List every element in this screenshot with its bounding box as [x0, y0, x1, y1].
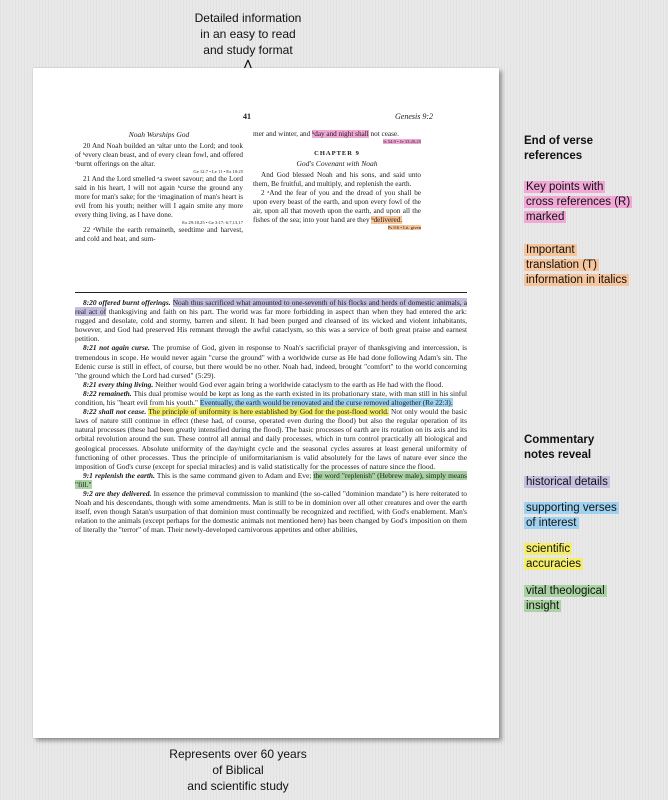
cross-reference: Ge 12:7 • Le 11 • Ex 10:25	[193, 169, 243, 174]
legend-heading-line: Commentary	[524, 434, 595, 446]
verse-paragraph: 21 And the Lord smelled ᵃa sweet savour; and the Lord said in his heart, I will not again ᵇcurse the ground any more for man's sake; for the ᶜimagination of man's heart is evil from his youth; neither will I again smite any more every thing living, as I have done.	[75, 175, 243, 219]
legend-heading-commentary	[524, 433, 654, 463]
legend-orange	[521, 242, 632, 289]
top-callout-line: in an easy to read	[200, 27, 296, 41]
note-text: Neither would God ever again bring a worldwide cataclysm to the earth as He had with the flood.	[155, 379, 444, 389]
note-text: The promise of God, given in response to Noah's sacrificial prayer of thanksgiving and intercession, is tremendous in scope. He would never again "curse the ground" with a worldwide curse as He had done following Adam's sin. The Edenic curse is still in effect, of course, but there would be no other. Noah had, indeed, brought "comfort" to the world concerning "the ground which the Lord had cursed" (5:29).	[75, 343, 468, 380]
legend-heading-line: End of verse	[524, 135, 594, 147]
right-column	[253, 130, 421, 231]
legend-heading-line: notes reveal	[524, 449, 592, 461]
cross-reference: Ps 8:6 • Lit. given	[387, 225, 421, 230]
cross-reference: Is 54:9 • Je 33:20,25	[383, 139, 421, 144]
verse-paragraph	[253, 189, 421, 225]
legend-blue-line: of interest	[526, 517, 577, 529]
page-header	[33, 112, 499, 126]
chapter-title: CHAPTER 9	[314, 150, 360, 157]
commentary-note	[75, 489, 467, 534]
bottom-callout-line: and scientific study	[187, 779, 289, 793]
legend-orange-line: translation (T)	[526, 259, 597, 271]
commentary	[75, 298, 467, 534]
note-ref: 8:22 remaineth.	[83, 388, 132, 398]
commentary-note	[75, 471, 467, 489]
bottom-callout-line: of Biblical	[212, 763, 264, 777]
highlight-pink: ᵇday and night shall	[312, 130, 369, 138]
commentary-note	[75, 298, 467, 343]
legend-purple-line: historical details	[526, 476, 608, 488]
verse-text: not cease.	[368, 130, 399, 138]
verse-paragraph: 20 And Noah builded an ᵃaltar unto the Lord; and took of ᵇevery clean beast, and of every clean fowl, and offered ᶜburnt offerings on the altar.	[75, 142, 243, 168]
highlight-yellow: The principle of uniformity is here established by God for the post-flood world.	[148, 407, 389, 417]
legend-blue-line: supporting verses	[526, 502, 617, 514]
bottom-callout-line: Represents over 60 years	[169, 747, 307, 761]
highlight-blue: Eventually, the earth would be renovated and the curse removed altogether (Re 22:3).	[199, 398, 453, 408]
highlight-green: the word "replenish" (Hebrew male), simply means "fill."	[75, 470, 467, 489]
highlight-purple: Noah thus sacrificed what amounted to one-seventh of his flocks and herds of domestic animals, a real act of	[75, 298, 467, 317]
commentary-note	[75, 380, 467, 389]
legend-orange-line: information in italics	[526, 274, 627, 286]
section-title: Noah Worships God	[128, 130, 190, 139]
legend-heading-verse-references	[524, 134, 654, 164]
legend-blue	[521, 500, 622, 532]
legend-heading-line: references	[524, 150, 583, 162]
legend-pink-line: marked	[526, 211, 565, 223]
legend-pink-line: Key points with	[526, 181, 604, 193]
page-number: 41	[243, 112, 251, 121]
commentary-note	[75, 343, 467, 379]
legend-pink	[521, 179, 635, 226]
note-text: This dual promise would be kept as long as the earth existed in its probationary state, with man still in his sinful condition, his "heart evil from his youth."	[75, 388, 468, 408]
note-ref: 8:21 not again curse.	[83, 343, 150, 353]
top-callout-line: and study format	[203, 43, 293, 57]
note-text: In essence the primeval commission to mankind (the so-called "dominion mandate") is here reiterated to Noah and his descendants, though with some amendments. Man is still to be in dominion over all other creatures and over the earth itself, even though Satan's usurpation of that dominion must continually be recognized and rectified, with God's enablement. Man's relation to the animals (except perhaps for the domestic animals not mentioned here) has been changed by God's imposition on them of literally the "terror" of man. Their newly-developed carnivorous appetites and other abilities,	[75, 488, 467, 535]
bible-page	[33, 68, 499, 738]
note-ref: 8:20 offered burnt offerings.	[83, 298, 171, 307]
left-column	[75, 130, 243, 244]
legend-yellow-line: scientific	[526, 543, 571, 555]
legend-pink-line: cross references (R)	[526, 196, 631, 208]
verse-paragraph: And God blessed Noah and his sons, and said unto them, Be fruitful, and multiply, and replenish the earth.	[253, 171, 421, 188]
note-ref: 8:22 shall not cease.	[83, 407, 147, 417]
note-ref: 9:1 replenish the earth.	[83, 470, 155, 480]
highlight-orange: ᵇdelivered.	[371, 216, 403, 224]
commentary-note	[75, 389, 467, 407]
legend-yellow-line: accuracies	[526, 558, 581, 570]
note-text: Not only would the basic laws of nature still continue in effect (these had, of course, operated even during the flood) but also the regular operation of its natural processes (these had been greatly intensified during the flood). The basic processes of earth are its rotation on its axis and its orbital revolution around the sun. These control all annual and daily processes, which in turn control practically all biological and geological processes. Absolute uniformity of the day/night cycle and the seasonal cycles assures at least general uniformity of functioning of other processes. Thus the principle of uniformitarianism is valid absolutely for the laws of nature ever since the imposition of God's curse (except for special miracles) and is valid statistically for the processes of nature since the flood.	[75, 407, 468, 471]
note-ref: 9:2 are they delivered.	[83, 488, 152, 498]
cross-reference: Ex 29:18,25 • Ge 3:17; 6:7,13,17	[182, 220, 243, 225]
commentary-note	[75, 407, 467, 471]
verse-continuation	[253, 130, 421, 139]
divider	[75, 292, 467, 293]
verse-text: mer and winter, and	[253, 130, 312, 138]
legend-yellow	[521, 541, 586, 573]
legend-green-line: vital theological	[526, 585, 605, 597]
chapter-subtitle: God's Covenant with Noah	[296, 159, 378, 168]
legend-purple	[521, 474, 613, 491]
bottom-callout	[158, 746, 318, 794]
note-text: This is the same command given to Adam and Eve;	[156, 470, 312, 480]
note-text: thanksgiving and faith on his part. The world was far more forbidding in aspect than when they had entered the ark: rugged and desolate, cold and stormy, barren and silent. It had been purged and cleansed of its wicked and violent inhabitants, however, and God had preserved His remnant through the awful cataclysm, so this was a service of both great praise and earnest petition.	[75, 307, 467, 344]
legend-green	[521, 583, 610, 615]
legend-green-line: insight	[526, 600, 560, 612]
verse-text: 2 ᵃAnd the fear of you and the dread of you shall be upon every beast of the earth, and upon every fowl of the air, upon all that moveth upon the earth, and upon all the fishes of the sea; into your hand are they	[253, 189, 421, 224]
verse-paragraph: 22 ᵃWhile the earth remaineth, seedtime and harvest, and cold and heat, and sum-	[75, 226, 243, 243]
running-head: Genesis 9:2	[395, 112, 433, 121]
top-callout-line: Detailed information	[194, 11, 302, 25]
legend-orange-line: Important	[526, 244, 575, 256]
note-ref: 8:21 every thing living.	[83, 379, 154, 389]
